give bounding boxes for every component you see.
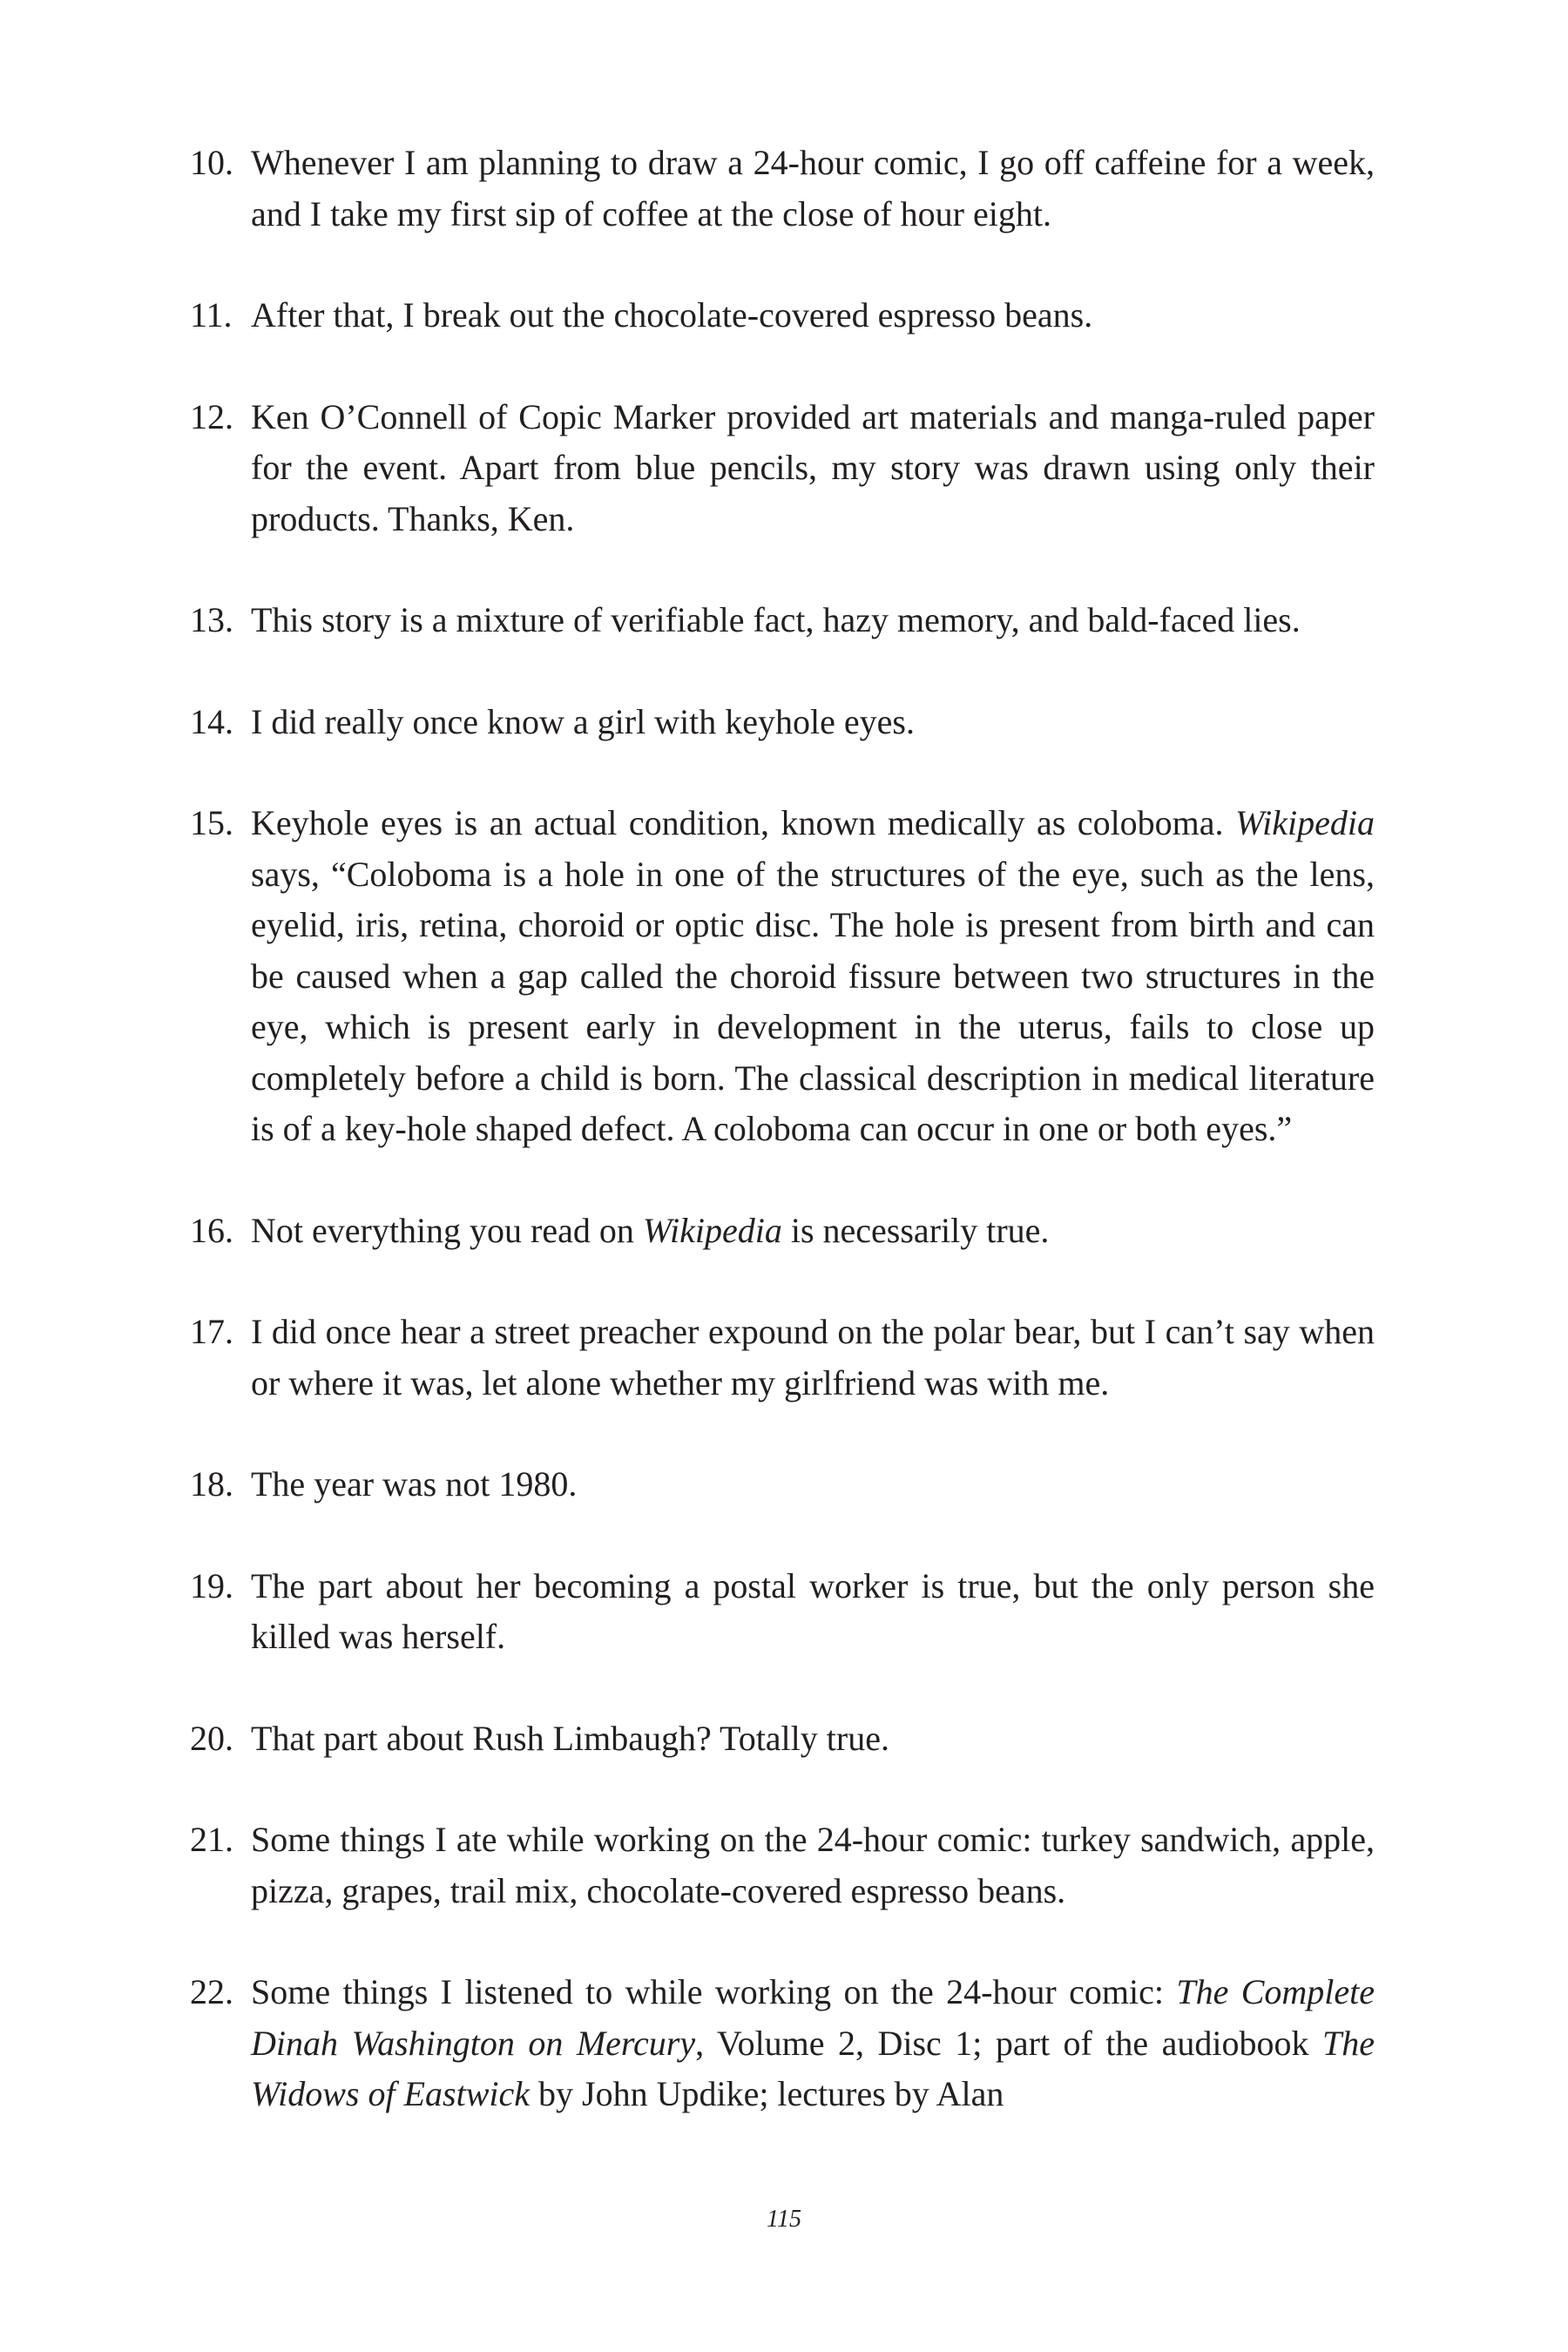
note-number: 11.	[190, 295, 233, 335]
text-run: says, “Coloboma is a hole in one of the structures of the eye, such as the lens, eyelid, iris, retina, choroid or optic disc. The hole is present from birth and can be caused when a gap called the choroid fissure between two structures in the eye, which is present early in development in the uterus, fails to close up completely before a child is born. The classical description in medical literature is of a key-hole shaped defect. A coloboma can occur in one or both eyes.”	[251, 854, 1375, 1148]
text-run: The part about her becoming a postal worker is true, but the only person she killed was herself.	[251, 1565, 1375, 1656]
note-number: 12.	[190, 396, 233, 436]
list-item	[190, 1561, 1375, 1663]
italic-title: Wikipedia	[642, 1210, 782, 1250]
endnotes-list	[190, 138, 1375, 2171]
note-text	[251, 1211, 1049, 1250]
note-number: 10.	[190, 143, 233, 182]
list-item	[190, 1206, 1375, 1257]
note-number: 18.	[190, 1464, 233, 1504]
note-number: 17.	[190, 1312, 233, 1351]
note-text	[251, 1312, 1375, 1402]
italic-title: Wikipedia	[1235, 803, 1375, 842]
list-item	[190, 392, 1375, 545]
page-number: 115	[767, 2206, 801, 2233]
note-text	[251, 295, 1092, 335]
list-item	[190, 1459, 1375, 1511]
text-run: Some things I ate while working on the 24-hour comic: turkey sandwich, apple, pizza, grapes, trail mix, chocolate-covered espresso beans.	[251, 1820, 1375, 1910]
text-run: The year was not 1980.	[251, 1464, 578, 1504]
list-item	[190, 138, 1375, 240]
text-run: by John Updike; lectures by Alan	[530, 2074, 1004, 2113]
note-number: 15.	[190, 803, 233, 842]
note-text	[251, 1719, 889, 1758]
note-number: 14.	[190, 701, 233, 741]
note-number: 22.	[190, 1972, 233, 2011]
text-run: Some things I listened to while working on the 24-hour comic:	[251, 1972, 1177, 2011]
list-item	[190, 1815, 1375, 1916]
text-run: I did really once know a girl with keyhole eyes.	[251, 701, 915, 741]
note-text	[251, 803, 1375, 1148]
text-run: , Volume 2, Disc 1; part of the audiobook	[695, 2023, 1322, 2063]
note-number: 19.	[190, 1565, 233, 1605]
note-number: 21.	[190, 1820, 233, 1859]
note-text	[251, 1820, 1375, 1910]
text-run: I did once hear a street preacher expound on the polar bear, but I can’t say when or where it was, let alone whether my girlfriend was with me.	[251, 1312, 1375, 1402]
text-run: This story is a mixture of verifiable fact, hazy memory, and bald-faced lies.	[251, 600, 1301, 639]
text-run: That part about Rush Limbaugh? Totally true.	[251, 1718, 889, 1758]
list-item	[190, 1307, 1375, 1409]
italic-title: The Complete Dinah Washington on Mercury	[251, 1972, 1375, 2063]
note-text	[251, 143, 1375, 233]
list-item	[190, 1967, 1375, 2120]
note-text	[251, 1972, 1375, 2113]
note-text	[251, 1464, 577, 1504]
italic-title: The Widows of Eastwick	[251, 2023, 1375, 2113]
text-run: Ken O’Connell of Copic Marker provided art materials and manga-ruled paper for the event. Apart from blue pencils, my story was drawn using only their products. Thanks, Ken.	[251, 396, 1375, 538]
text-run: is necessarily true.	[781, 1210, 1050, 1250]
text-run: Whenever I am planning to draw a 24-hour comic, I go off caffeine for a week, and I take my first sip of coffee at the close of hour eight.	[251, 143, 1375, 233]
note-text	[251, 702, 915, 741]
text-run: Not everything you read on	[251, 1210, 643, 1250]
list-item	[190, 798, 1375, 1155]
text-run: Keyhole eyes is an actual condition, known medically as coloboma.	[251, 803, 1236, 842]
list-item	[190, 290, 1375, 341]
note-number: 20.	[190, 1718, 233, 1758]
note-text	[251, 397, 1375, 538]
list-item	[190, 1713, 1375, 1765]
list-item	[190, 595, 1375, 646]
list-item	[190, 697, 1375, 748]
note-text	[251, 1566, 1375, 1657]
text-run: After that, I break out the chocolate-covered espresso beans.	[251, 295, 1093, 335]
note-text	[251, 600, 1301, 639]
note-number: 16.	[190, 1210, 233, 1250]
note-number: 13.	[190, 600, 233, 639]
